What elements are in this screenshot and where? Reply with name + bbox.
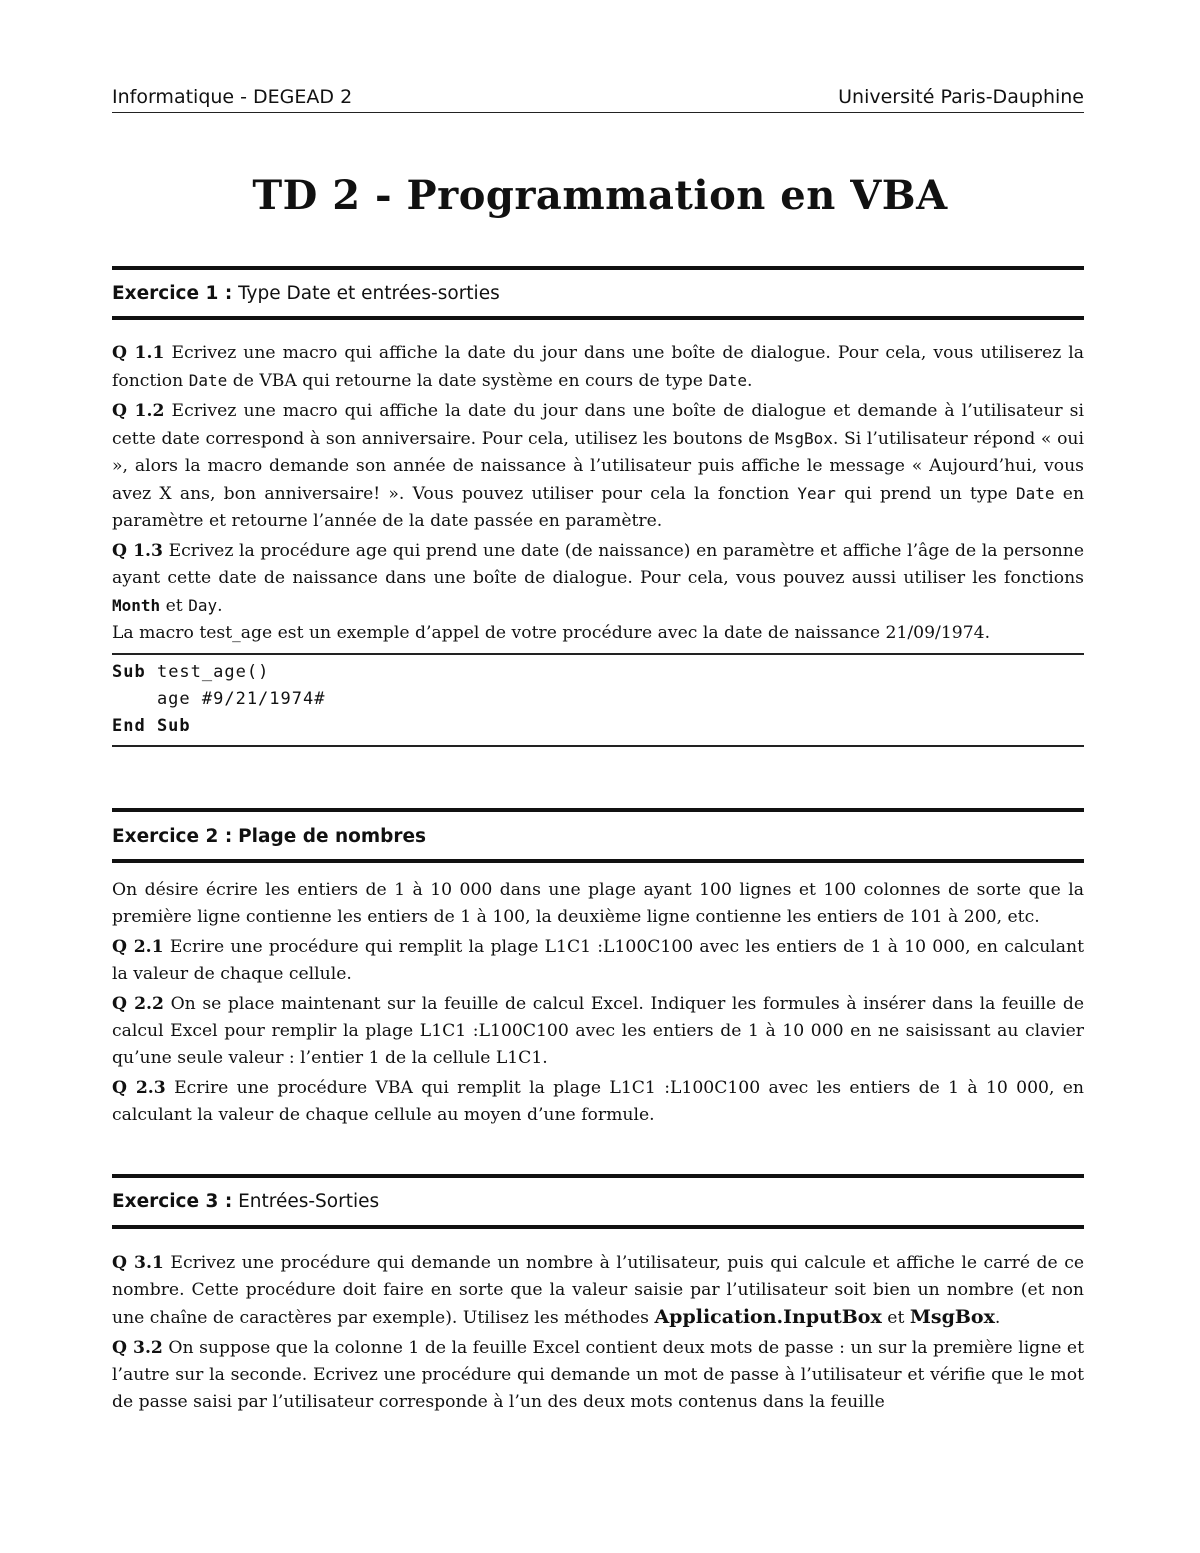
ex2-intro: On désire écrire les entiers de 1 à 10 000 dans une plage ayant 100 lignes et 100 colonnes de sorte que la première ligne contienne les entiers de 1 à 100, la deuxième ligne contienne les entiers de 101 à 200, etc.	[112, 880, 1084, 927]
ex2-heading	[112, 826, 1084, 848]
ex3-heading	[112, 1191, 1084, 1213]
question-1-1: Q 1.1 Ecrivez une macro qui affiche la date du jour dans une boîte de dialogue. Pour cela, vous utiliserez la fonction Date de VBA qui retourne la date système en cours de type Date.	[112, 343, 1085, 391]
q-label: Q 2.2	[112, 994, 164, 1014]
question-1-3: Q 1.3 Ecrivez la procédure age qui prend une date (de naissance) en paramètre et affiche l’âge de la personne ayant cette date de naissance dans une boîte de dialogue. Pour cela, vous pouvez aussi utiliser les fonctions Month et Day.	[112, 541, 1084, 616]
page-header	[112, 86, 1084, 113]
ex1-questions	[112, 340, 1084, 647]
ex3-heading-num: Exercice 3 :	[112, 1191, 233, 1212]
ex3-bottom-rule	[112, 1225, 1084, 1229]
ex2-bottom-rule	[112, 859, 1084, 863]
question-2-1: Q 2.1 Ecrire une procédure qui remplit la plage L1C1 :L100C100 avec les entiers de 1 à 10 000, en calculant la valeur de chaque cellule.	[112, 937, 1085, 984]
ex2-heading-title: Plage de nombres	[238, 826, 427, 847]
header-university: Université Paris-Dauphine	[838, 86, 1084, 108]
ex1-heading-title: Type Date et entrées-sorties	[238, 283, 500, 304]
code-line-2: age #9/21/1974#	[112, 689, 326, 709]
ex2-top-rule	[112, 808, 1084, 812]
code-top-rule	[112, 653, 1084, 655]
question-3-1: Q 3.1 Ecrivez une procédure qui demande un nombre à l’utilisateur, puis qui calcule et affiche le carré de ce nombre. Cette procédure doit faire en sorte que la valeur saisie par l’utilisateur soit bien un nombre (et non une chaîne de caractères par exemple). Utilisez les méthodes Application.InputBox et MsgBox.	[112, 1253, 1085, 1328]
page-title: TD 2 - Programmation en VBA	[252, 172, 948, 219]
q-label: Q 2.1	[112, 937, 164, 957]
ex1-heading-num: Exercice 1 :	[112, 283, 233, 304]
question-2-2: Q 2.2 On se place maintenant sur la feuille de calcul Excel. Indiquer les formules à insérer dans la feuille de calcul Excel pour remplir la plage L1C1 :L100C100 avec les entiers de 1 à 10 000 en ne saisissant au clavier qu’une seule valeur : l’entier 1 de la cellule L1C1.	[112, 994, 1084, 1068]
question-1-3-example: La macro test_age est un exemple d’appel de votre procédure avec la date de naissance 21/09/1974.	[112, 623, 991, 643]
code-bottom-rule	[112, 745, 1084, 747]
ex3-questions	[112, 1250, 1084, 1419]
ex2-heading-num: Exercice 2 :	[112, 826, 233, 847]
q-label: Q 1.3	[112, 541, 163, 561]
code-listing	[112, 659, 1084, 740]
q-label: Q 1.1	[112, 343, 165, 363]
question-1-2: Q 1.2 Ecrivez une macro qui affiche la date du jour dans une boîte de dialogue et demande à l’utilisateur si cette date correspond à son anniversaire. Pour cela, utilisez les boutons de MsgBox. Si l’utilisateur répond « oui », alors la macro demande son année de naissance à l’utilisateur puis affiche le message « Aujourd’hui, vous avez X ans, bon anniversaire! ». Vous pouvez utiliser pour cela la fonction Year qui prend un type Date en paramètre et retourne l’année de la date passée en paramètre.	[112, 401, 1085, 531]
q-label: Q 1.2	[112, 401, 165, 421]
code-line-3: End Sub	[112, 716, 191, 736]
question-3-2: Q 3.2 On suppose que la colonne 1 de la feuille Excel contient deux mots de passe : un sur la première ligne et l’autre sur la seconde. Ecrivez une procédure qui demande un mot de passe à l’utilisateur et vérifie que le mot de passe saisi par l’utilisateur corresponde à l’un des deux mots contenus dans la feuille	[112, 1338, 1085, 1412]
ex2-questions	[112, 877, 1084, 1132]
ex1-heading	[112, 283, 1084, 305]
header-course: Informatique - DEGEAD 2	[112, 86, 353, 108]
q-label: Q 3.2	[112, 1338, 163, 1358]
ex1-bottom-rule	[112, 316, 1084, 320]
ex3-heading-title: Entrées-Sorties	[238, 1191, 380, 1212]
ex1-top-rule	[112, 266, 1084, 270]
ex3-top-rule	[112, 1174, 1084, 1178]
question-2-3: Q 2.3 Ecrire une procédure VBA qui remplit la plage L1C1 :L100C100 avec les entiers de 1 à 10 000, en calculant la valeur de chaque cellule au moyen d’une formule.	[112, 1078, 1085, 1125]
q-label: Q 3.1	[112, 1253, 164, 1273]
q-label: Q 2.3	[112, 1078, 166, 1098]
code-line-1: Sub test_age()	[112, 662, 270, 682]
